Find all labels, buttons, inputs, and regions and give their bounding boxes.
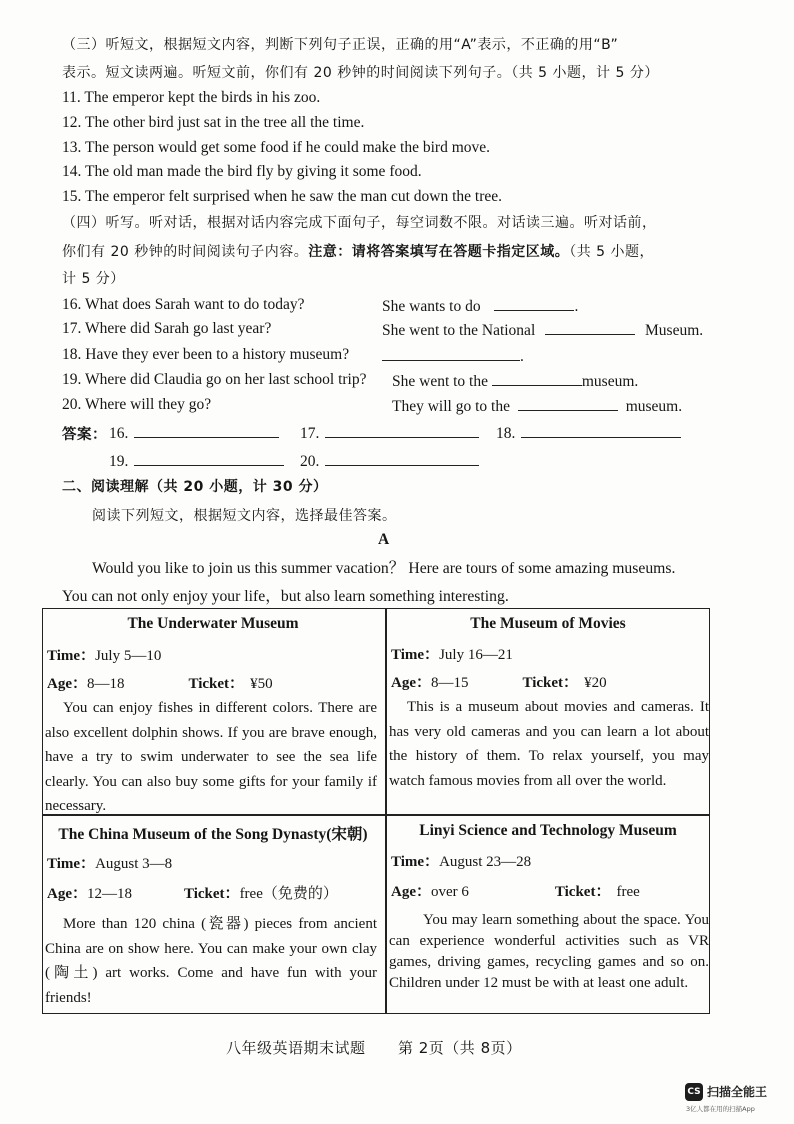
answer-suffix: museum. xyxy=(625,398,683,415)
answer-num: 20. xyxy=(300,453,320,470)
museum-card-underwater xyxy=(43,609,377,814)
ticket-label: Ticket： xyxy=(554,884,611,900)
museum-name: The Underwater Museum xyxy=(127,615,299,632)
answer-suffix: museum. xyxy=(581,373,639,390)
museum-time xyxy=(47,852,172,873)
time-label: Time： xyxy=(391,647,440,663)
answer-suffix: . xyxy=(520,348,524,365)
answer-num: 18. xyxy=(496,425,516,442)
section3-intro-line2: 表示。短文读两遍。听短文前，你们有 20 秒钟的时间阅读下列句子。（共 5 小题，计 5 分） xyxy=(62,65,659,81)
museum-description: You can enjoy fishes in different colors. There are also excellent dolphin shows. If you are brave enough, have a try to swim underwater to see the sea life clearly. You can also buy some gifts for your family if necessary. xyxy=(45,700,377,814)
museum-time xyxy=(391,850,531,871)
answer-sentence-17 xyxy=(382,320,703,340)
museum-description: This is a museum about movies and cameras. It has very old cameras and you can learn a lot about the history of them. To relax yourself, you may watch famous movies from all over the world. xyxy=(389,699,709,789)
blank-18[interactable] xyxy=(382,346,520,361)
answer-sentence-16 xyxy=(382,296,578,316)
listening-item-12: 12. The other bird just sat in the tree all the time. xyxy=(62,114,365,131)
answer-18-line xyxy=(496,423,681,443)
question-19: 19. Where did Claudia go on her last school trip? xyxy=(62,371,367,388)
answer-20-line xyxy=(300,451,479,471)
blank-17[interactable] xyxy=(545,320,635,335)
listening-item-15: 15. The emperor felt surprised when he saw the man cut down the tree. xyxy=(62,188,503,205)
age-label: Age： xyxy=(47,886,87,902)
part2-instruction: 阅读下列短文，根据短文内容，选择最佳答案。 xyxy=(92,508,397,524)
age-value: 8—18 xyxy=(87,676,125,692)
watermark-brand: 扫描全能王 xyxy=(707,1085,768,1099)
watermark-tagline: 3亿人都在用的扫描App xyxy=(686,1105,755,1113)
blank-16[interactable] xyxy=(494,296,574,311)
footer-exam-title: 八年级英语期末试题 xyxy=(226,1039,366,1057)
answer-sentence-19 xyxy=(392,371,638,391)
footer-page-number: 第 2页（共 8页） xyxy=(398,1039,522,1057)
museum-table xyxy=(42,608,710,1014)
time-label: Time： xyxy=(47,648,96,664)
answer-suffix: Museum. xyxy=(645,322,704,339)
time-label: Time： xyxy=(391,854,440,870)
ticket-value: ¥20 xyxy=(584,675,607,691)
museum-card-song-dynasty xyxy=(43,816,377,1013)
section4-intro-text: 你们有 20 秒钟的时间阅读句子内容。 xyxy=(62,244,309,260)
listening-item-14: 14. The old man made the bird fly by giving it some food. xyxy=(62,163,422,180)
museum-age-ticket xyxy=(391,880,640,901)
ticket-value: ¥50 xyxy=(250,676,273,692)
listening-item-11: 11. The emperor kept the birds in his zoo. xyxy=(62,89,321,106)
answer-prefix: She went to the xyxy=(392,373,488,390)
museum-description: More than 120 china (瓷器) pieces from ancient China are on show here. You can make your own clay (陶土) art works. Come and have fun with your friends! xyxy=(45,916,377,1006)
museum-card-linyi-science xyxy=(387,816,721,1013)
answer-prefix: She went to the National xyxy=(382,322,536,339)
age-value: 12—18 xyxy=(87,886,132,902)
museum-card-movies xyxy=(387,609,721,814)
section4-notice: 注意：请将答案填写在答题卡指定区域。 xyxy=(308,244,570,260)
passage-label: A xyxy=(378,531,390,548)
answer-19-line xyxy=(109,451,284,471)
time-value: August 23—28 xyxy=(439,854,532,870)
answer-16-field[interactable] xyxy=(134,423,279,438)
section4-intro-line3: 计 5 分） xyxy=(62,271,125,287)
answer-num: 17. xyxy=(300,425,320,442)
time-label: Time： xyxy=(47,856,96,872)
answer-sentence-20 xyxy=(392,396,682,416)
passage-para2: You can not only enjoy your life，but also learn something interesting. xyxy=(62,588,509,605)
ticket-label: Ticket： xyxy=(188,676,245,692)
section4-intro-score: （共 5 小题， xyxy=(569,244,655,260)
answer-19-field[interactable] xyxy=(134,451,284,466)
answer-num: 19. xyxy=(109,453,129,470)
question-18: 18. Have they ever been to a history museum? xyxy=(62,346,350,363)
section4-intro-line2 xyxy=(62,241,654,261)
answer-sentence-18 xyxy=(382,346,524,366)
answer-label: 答案： xyxy=(62,427,107,443)
museum-name: The China Museum of the Song Dynasty(宋朝) xyxy=(58,826,368,843)
part2-heading: 二、阅读理解（共 20 小题，计 30 分） xyxy=(62,479,328,495)
answer-17-field[interactable] xyxy=(325,423,479,438)
age-label: Age： xyxy=(391,884,431,900)
museum-description: You may learn something about the space. You can experience wonderful activities such as VR games, driving games, recycling games and so on. Children under 12 must be with at least one adult. xyxy=(389,912,709,991)
answer-suffix: . xyxy=(574,298,579,315)
answer-prefix: They will go to the xyxy=(392,398,510,415)
question-20: 20. Where will they go? xyxy=(62,396,212,413)
museum-age-ticket xyxy=(47,882,338,903)
answer-17-line xyxy=(300,423,479,443)
answer-18-field[interactable] xyxy=(521,423,681,438)
museum-name: The Museum of Movies xyxy=(470,615,626,632)
blank-20[interactable] xyxy=(518,396,618,411)
passage-para1: Would you like to join us this summer vacation？ Here are tours of some amazing museums. xyxy=(92,560,676,577)
age-value: 8—15 xyxy=(431,675,469,691)
age-label: Age： xyxy=(391,675,431,691)
blank-19[interactable] xyxy=(492,371,582,386)
museum-age-ticket xyxy=(391,671,607,692)
museum-time xyxy=(47,644,161,665)
age-label: Age： xyxy=(47,676,87,692)
museum-age-ticket xyxy=(47,672,273,693)
answer-16-line xyxy=(109,423,279,443)
ticket-value: free xyxy=(616,884,640,900)
museum-time xyxy=(391,643,513,664)
question-16: 16. What does Sarah want to do today? xyxy=(62,296,305,313)
time-value: August 3—8 xyxy=(95,856,173,872)
age-value: over 6 xyxy=(431,884,469,900)
ticket-value: free（免费的） xyxy=(239,886,338,902)
camscanner-logo-icon: CS xyxy=(685,1083,703,1101)
ticket-label: Ticket： xyxy=(522,675,579,691)
answer-20-field[interactable] xyxy=(325,451,479,466)
listening-item-13: 13. The person would get some food if he could make the bird move. xyxy=(62,139,491,156)
ticket-label: Ticket： xyxy=(184,886,240,902)
question-17: 17. Where did Sarah go last year? xyxy=(62,320,272,337)
time-value: July 5—10 xyxy=(95,648,162,664)
museum-name: Linyi Science and Technology Museum xyxy=(419,822,677,839)
time-value: July 16—21 xyxy=(439,647,513,663)
answer-prefix: She wants to do xyxy=(382,298,481,315)
section3-intro-line1: （三）听短文，根据短文内容，判断下列句子正误，正确的用“A”表示，不正确的用“B” xyxy=(62,37,619,53)
section4-intro-line1: （四）听写。听对话，根据对话内容完成下面句子，每空词数不限。对话读三遍。听对话前， xyxy=(62,215,657,231)
answer-num: 16. xyxy=(109,425,129,442)
